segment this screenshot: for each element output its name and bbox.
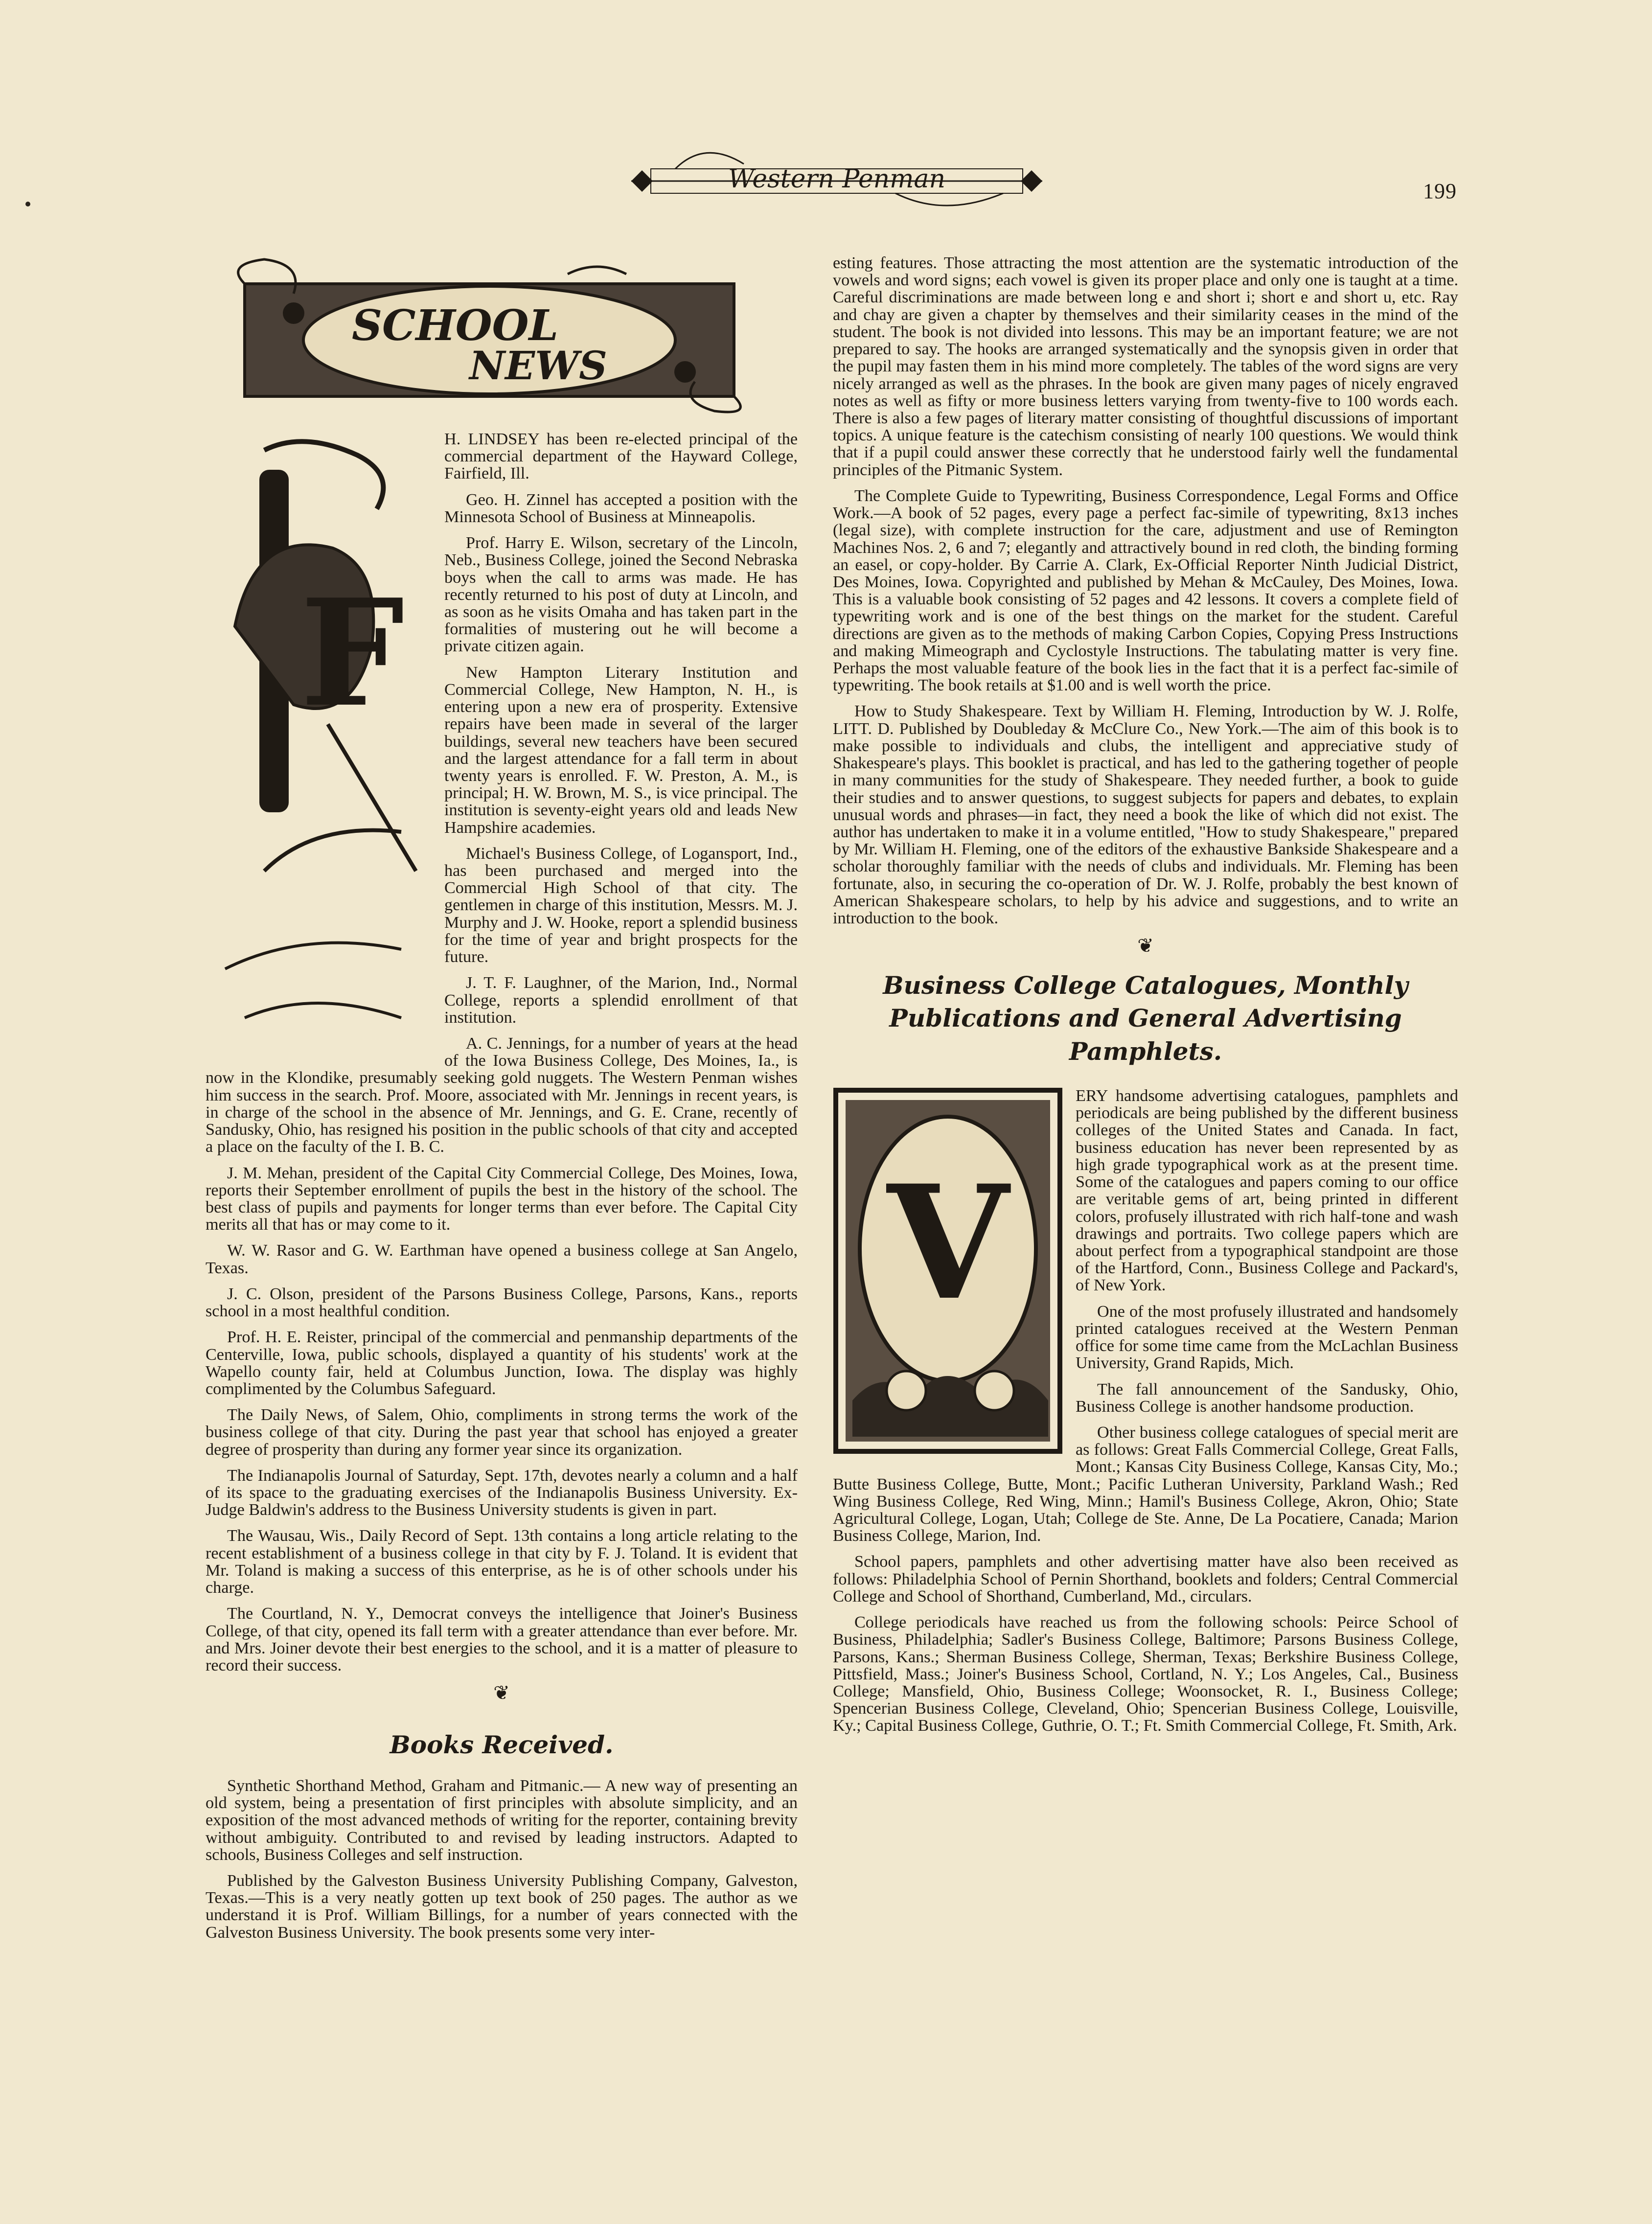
catalogue-paragraph: College periodicals have reached us from the following schools: Peirce School of Business, Philadelphia; Sadler's Business College, Baltimore; Parsons Business College, Parsons, Kans.; Sherman Business College, Sherman, Texas; Berkshire Business College, Pittsfield, Mass.; Joiner's Business School, Cortland, N. Y.; Los Angeles, Cal., Business College; Mansfield, Ohio, Business College; Woonsocket, R. I., Business College; Spencerian Business College, Cleveland, Ohio; Spencerian Business College, Louisville, Ky.; Capital Business College, Guthrie, O. T.; Ft. Smith Commercial College, Ft. Smith, Ark. [833, 1613, 1458, 1735]
news-paragraph: The Courtland, N. Y., Democrat conveys the intelligence that Joiner's Business College, of that city, opened its fall term with a greater attendance than ever before. Mr. and Mrs. Joiner devote their best energies to the school, and it is a matter of pleasure to record their success. [206, 1605, 798, 1674]
ornate-dropcap-v-art [833, 1087, 1063, 1454]
ornate-dropcap-v [833, 1087, 1063, 1454]
masthead [621, 139, 1052, 218]
left-column [206, 254, 798, 1950]
news-paragraph: J. C. Olson, president of the Parsons Business College, Parsons, Kans., reports school in a most healthful condition. [206, 1284, 798, 1321]
catalogues-heading: Business College Catalogues, Monthly Publications and General Advertising Pamphlets. [883, 970, 1408, 1066]
news-paragraph: New Hampton Literary Institution and Commercial College, New Hampton, N. H., is entering upon a new era of prosperity. Extensive repairs have been made in several of the larger buildings, several new teachers have been secured and the largest attendance for a fall term in about twenty years is enrolled. F. W. Preston, A. M., is principal; H. W. Brown, M. S., is vice principal. The institution is seventy-eight years old and leads New Hampshire academies. [444, 663, 798, 837]
fleuron-icon: ❦ [1137, 935, 1154, 957]
catalogue-paragraph: One of the most profusely illustrated and handsomely printed catalogues received at the Western Penman office for some time came from the McLachlan Business University, Grand Rapids, Mich. [1076, 1302, 1458, 1373]
news-paragraph: The Indianapolis Journal of Saturday, Sept. 17th, devotes nearly a column and a half of its space to the graduating exercises of the Indianapolis Business University. Ex-Judge Baldwin's address to the Business University students is given in part. [206, 1466, 798, 1519]
ornate-dropcap-art [206, 431, 436, 1057]
news-paragraph: Prof. Harry E. Wilson, secretary of the Lincoln, Neb., Business College, joined the Second Nebraska boys when the call to arms was made. He has recently returned to his post of duty at Lincoln, and as soon as he visits Omaha and has taken part in the formalities of mustering out he will become a private citizen again. [444, 534, 798, 656]
school-news-banner [225, 254, 754, 416]
scan-speck [25, 202, 30, 206]
masthead-ornament-icon [621, 139, 1052, 218]
news-paragraph: Prof. H. E. Reister, principal of the commercial and penmanship departments of the Centerville, Iowa, public schools, displayed a quantity of his students' work at the Wapello county fair, held at Columbus Junction, Iowa. The display was highly complimented by the Columbus Safeguard. [206, 1328, 798, 1398]
masthead-title: Western Penman [728, 164, 945, 194]
right-column [833, 254, 1458, 1743]
news-paragraph: Geo. H. Zinnel has accepted a position with the Minnesota School of Business at Minneapolis. [444, 490, 798, 526]
fleuron-icon: ❦ [493, 1682, 510, 1704]
dropcap-letter: V [887, 1151, 1009, 1335]
news-paragraph: H. LINDSEY has been re-elected principal of the commercial department of the Hayward College, Fairfield, Ill. [444, 430, 798, 483]
ornate-dropcap-f [206, 431, 436, 1057]
banner-line-1: SCHOOL [351, 301, 559, 350]
news-paragraph: J. M. Mehan, president of the Capital City Commercial College, Des Moines, Iowa, reports their September enrollment of pupils the best in the history of the school. The best class of pupils and payments for longer terms than ever before. The Capital City merits all that has or may come to it. [206, 1164, 798, 1234]
book-paragraph: Synthetic Shorthand Method, Graham and Pitmanic.— A new way of presenting an old system, being a presentation of first principles with absolute simplicity, and an exposition of the most advanced methods of writing for the reporter, containing brevity without ambiguity. Contributed to and revised by leading instructors. Adapted to schools, Business Colleges and self instruction. [206, 1776, 798, 1864]
catalogue-paragraph: ERY handsome advertising catalogues, pamphlets and periodicals are being published by the different business colleges of the United States and Canada. In fact, business education has never been represented by as high grade typographical work as at the present time. Some of the catalogues and papers coming to our office are veritable gems of art, being printed in different colors, profusely illustrated with rich half-tone and wash drawings and portraits. Two college papers which are about perfect from a typographical standpoint are those of the Hartford, Conn., Business College and Packard's, of New York. [1076, 1087, 1458, 1295]
review-paragraph: How to Study Shakespeare. Text by William H. Fleming, Introduction by W. J. Rolfe, LITT. D. Published by Doubleday & McClure Co., New York.—The aim of this book is to make possible to individuals and clubs, the intelligent and appreciative study of Shakespeare's plays. This booklet is practical, and has led to the gathering together of people in many communities for the study of Shakespeare. They needed further, a book to guide their studies and to answer questions, to suggest subjects for papers and debates, to explain unusual words and phrases—in fact, they need a book the like of which did not exist. The author has undertaken to make it in a volume entitled, "How to study Shakespeare," prepared by Mr. William H. Fleming, one of the editors of the exhaustive Bankside Shakespeare and a scholar thoroughly familiar with the needs of clubs and individuals. Mr. Fleming has been fortunate, also, in securing the co-operation of Dr. W. J. Rolfe, probably the best known of American Shakespeare scholars, to help by his advice and suggestions, and to write an introduction to the book. [833, 702, 1458, 928]
books-received-heading: Books Received. [390, 1730, 614, 1760]
news-paragraph: The Wausau, Wis., Daily Record of Sept. 13th contains a long article relating to the recent establishment of a business college in that city by F. J. Toland. It is evident that Mr. Toland is making a success of this enterprise, as he is of other schools under his charge. [206, 1527, 798, 1597]
catalogue-paragraph: School papers, pamphlets and other advertising matter have also been received as follows: Philadelphia School of Pernin Shorthand, booklets and folders; Central Commercial College and School of Shorthand, Cumberland, Md., circulars. [833, 1553, 1458, 1605]
page-number: 199 [1423, 179, 1457, 203]
school-news-banner-art [225, 254, 754, 416]
catalogue-paragraph: The fall announcement of the Sandusky, Ohio, Business College is another handsome production. [1076, 1380, 1458, 1416]
review-paragraph: esting features. Those attracting the most attention are the systematic introduction of the vowels and word signs; each vowel is given its proper place and only one is taught at a time. Careful discriminations are made between long e and short i; short e and short u, etc. Ray and chay are given a chapter by themselves and their similarity ceases in the mind of the student. The book is not divided into lessons. This may be an important feature; we are not prepared to say. The hooks are arranged systematically and the synopsis given in order that the pupil may fasten them in his mind more completely. The tables of the word signs are very nicely arranged as well as the phrases. In the book are given many pages of nicely engraved notes as well as fifty or more business letters varying from twenty-five to 100 words each. There is also a few pages of literary matter consisting of thoughtful discussions of important topics. A unique feature is the catechism consisting of nearly 100 questions. We would think that if a pupil could answer these correctly that he understood fairly well the fundamental principles of the Pitmanic System. [833, 254, 1458, 479]
news-paragraph: W. W. Rasor and G. W. Earthman have opened a business college at San Angelo, Texas. [206, 1241, 798, 1277]
news-paragraph: Michael's Business College, of Logansport, Ind., has been purchased and merged into the Commercial High School of that city. The gentlemen in charge of this institution, Messrs. M. J. Murphy and J. W. Hooke, report a splendid business for the time of year and bright prospects for the future. [444, 844, 798, 966]
banner-line-2: NEWS [469, 343, 607, 389]
review-paragraph: The Complete Guide to Typewriting, Business Correspondence, Legal Forms and Office Work.—A book of 52 pages, every page a perfect fac-simile of typewriting, 8x13 inches (legal size), with complete instruction for the care, adjustment and use of Remington Machines Nos. 2, 6 and 7; elegantly and attractively bound in red cloth, the binding forming an easel, or copy-holder. By Carrie A. Clark, Ex-Official Reporter Ninth Judicial District, Des Moines, Iowa. Copyrighted and published by Mehan & McCauley, Des Moines, Iowa. This is a valuable book consisting of 52 pages and 42 lessons. It covers a complete field of typewriting work and is one of the best things on the market for the student. Careful directions are given as to the methods of making Carbon Copies, Copying Press Instructions and making Mimeograph and Cyclostyle Instructions. The tabulating matter is very fine. Perhaps the most valuable feature of the book lies in the fact that it is a perfect fac-simile of typewriting. The book retails at $1.00 and is well worth the price. [833, 486, 1458, 695]
catalogue-paragraph: Other business college catalogues of special merit are as follows: Great Falls Commercial College, Great Falls, Mont.; Kansas City Business College, Kansas City, Mo.; Butte Business College, Butte, Mont.; Pacific Lutheran University, Parkland Wash.; Red Wing Business College, Red Wing, Minn.; Hamil's Business College, Akron, Ohio; State Agricultural College, Logan, Utah; College de Ste. Anne, De La Pocatiere, Canada; Marion Business College, Marion, Ind. [833, 1423, 1458, 1545]
news-paragraph: J. T. F. Laughner, of the Marion, Ind., Normal College, reports a splendid enrollment of that institution. [444, 974, 798, 1027]
news-paragraph: A. C. Jennings, for a number of years at the head of the Iowa Business College, Des Moines, Ia., is now in the Klondike, presumably seeking gold nuggets. The Western Penman wishes him success in the search. Prof. Moore, associated with Mr. Jennings in recent years, is in charge of the school in the absence of Mr. Jennings, and G. E. Crane, recently of Sandusky, Ohio, has resigned his position in the public schools of that city and accepted a place on the faculty of the I. B. C. [206, 1034, 798, 1156]
dropcap-letter: F [300, 567, 405, 739]
book-paragraph: Published by the Galveston Business University Publishing Company, Galveston, Texas.—This is a very neatly gotten up text book of 250 pages. The author as we understand it is Prof. William Billings, for a number of years connected with the Galveston Business University. The book presents some very inter- [206, 1872, 798, 1942]
news-paragraph: The Daily News, of Salem, Ohio, compliments in strong terms the work of the business college of that city. During the past year that school has enjoyed a greater degree of prosperity than during any former year since its organization. [206, 1406, 798, 1459]
